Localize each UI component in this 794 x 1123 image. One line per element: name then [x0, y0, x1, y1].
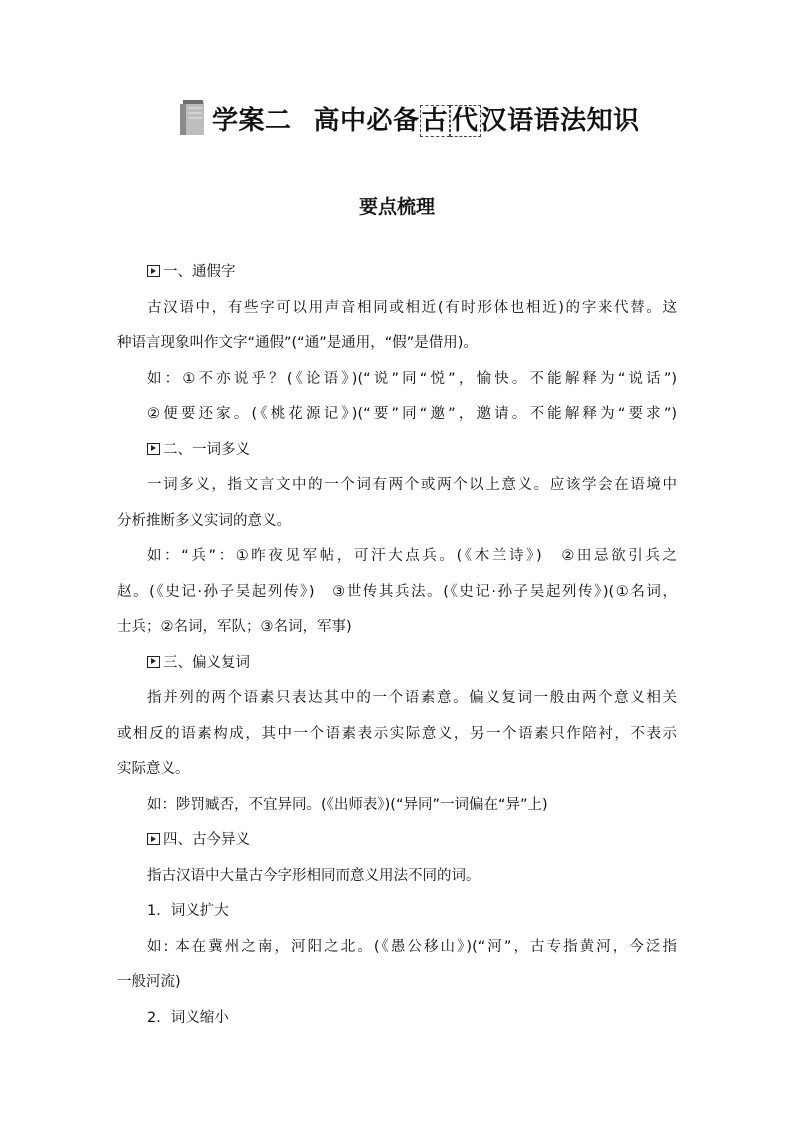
example-line: 士兵；②名词，军队；③名词，军事) — [117, 619, 352, 635]
paragraph-line: 古汉语中，有些字可以用声音相同或相近(有时形体也相近)的字来代替。这 — [147, 299, 677, 316]
title-prefix: 学案二 — [212, 105, 292, 136]
paragraph-line: 指古汉语中大量古今字形相同而意义用法不同的词。 — [147, 867, 481, 884]
play-icon — [147, 833, 160, 845]
paragraph-line: 一词多义，指文言文中的一个词有两个或两个以上意义。应该学会在语境中 — [147, 477, 677, 493]
paragraph-line: 或相反的语素构成，其中一个语素表示实际意义，另一个语素只作陪衬，不表示 — [117, 725, 677, 742]
content-body — [117, 255, 677, 1036]
book-icon — [178, 100, 206, 136]
section-heading-2: 二、一词多义 — [117, 433, 677, 469]
example-line: ②便要还家。(《桃花源记》)(“要”同“邀”，邀请。不能解释为“要求”) — [147, 406, 677, 422]
title-text — [212, 100, 640, 137]
section-heading-1: 一、通假字 — [117, 255, 677, 291]
paragraph-line: 实际意义。 — [117, 761, 190, 777]
paragraph-line: 种语言现象叫作文字“通假”(“通”是通用，“假”是借用)。 — [117, 335, 478, 351]
title-part1: 高中必备 — [313, 105, 420, 136]
play-icon — [147, 265, 160, 277]
example-line: 如：“兵”：①昨夜见军帖，可汗大点兵。(《木兰诗》) ②田忌欲引兵之 — [147, 548, 677, 564]
section-subtitle: 要点梳理 — [358, 196, 435, 218]
title-boxed-char-2: 代 — [452, 105, 479, 136]
example-line: 如: 本在冀州之南，河阳之北。(《愚公移山》)(“河”，古专指黄河，今泛指 — [147, 938, 677, 955]
subheading-line: 2．词义缩小 — [147, 1009, 229, 1026]
subheading-line: 1．词义扩大 — [147, 903, 229, 919]
example-line: 赵。(《史记·孙子吴起列传》) ③世传其兵法。(《史记·孙子吴起列传》)(①名词， — [117, 583, 677, 600]
lesson-title — [178, 98, 640, 138]
paragraph-line: 分析推断多义实词的意义。 — [117, 512, 291, 529]
play-icon — [147, 443, 160, 455]
play-icon — [147, 656, 160, 668]
title-boxed-char-1: 古 — [421, 105, 449, 136]
example-line: 如：①不亦说乎？(《论语》)(“说”同“悦”，愉快。不能解释为“说话”) — [147, 370, 677, 387]
section-heading-4: 四、古今异义 — [117, 823, 677, 859]
paragraph-line: 指并列的两个语素只表达其中的一个语素意。偏义复词一般由两个意义相关 — [147, 690, 677, 706]
example-line: 如：陟罚臧否，不宜异同。(《出师表》)(“异同”一词偏在“异”上) — [147, 796, 548, 813]
section-heading-3: 三、偏义复词 — [117, 646, 677, 682]
title-part2: 汉语语法知识 — [480, 105, 640, 136]
example-line: 一般河流) — [117, 974, 181, 990]
